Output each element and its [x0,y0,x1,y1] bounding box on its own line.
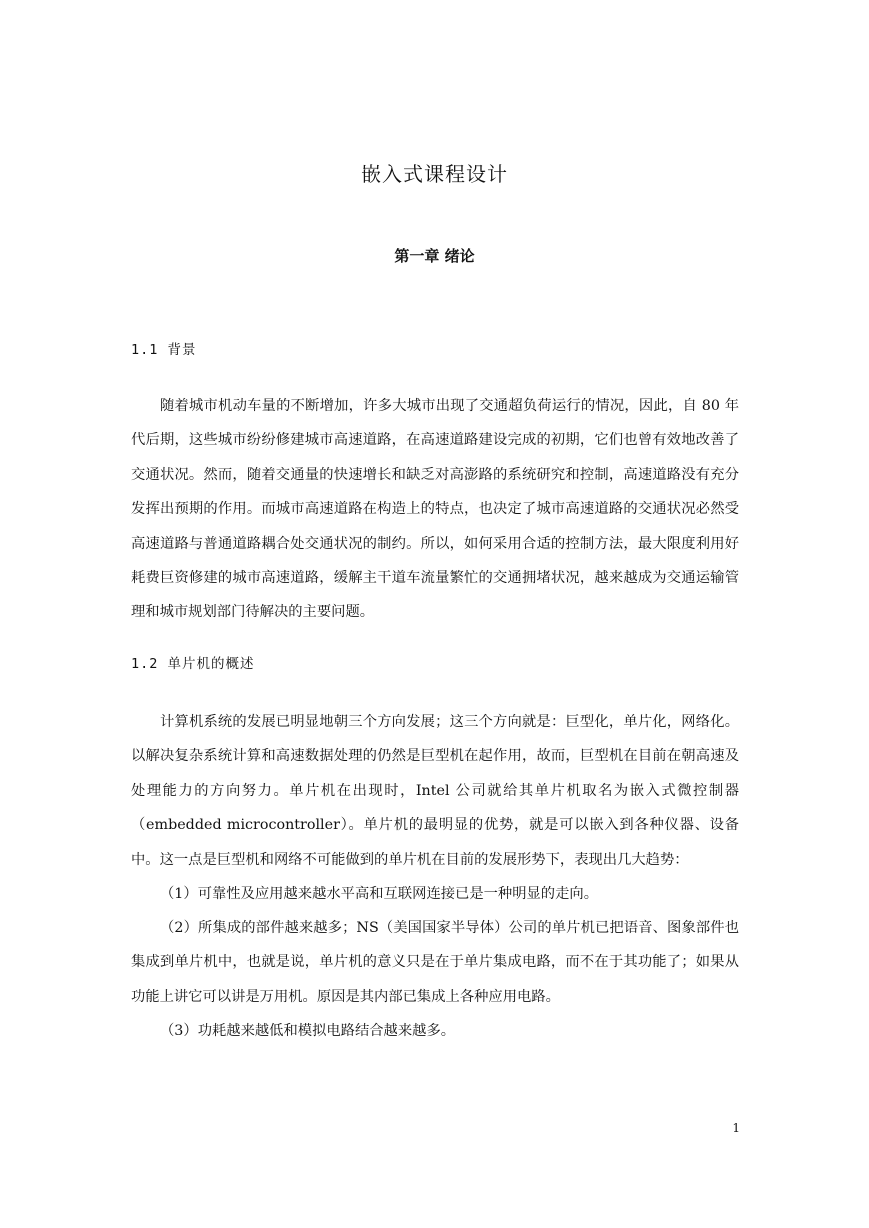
trend-list-item: （3）功耗越来越低和模拟电路结合越来越多。 [160,1023,456,1039]
trend-list-item: （1）可靠性及应用越来越水平高和互联网连接已是一种明显的走向。 [160,886,598,902]
section-heading-mcu-overview: 1.2 单片机的概述 [131,656,255,672]
section-heading-background: 1.1 背景 [131,342,197,358]
mcu-overview-paragraph: 计算机系统的发展已明显地朝三个方向发展；这三个方向就是：巨型化，单片化，网络化。以解决复杂系统计算和高速数据处理的仍然是巨型机在起作用，故而，巨型机在目前在朝高速及处理能力的方向努力。单片机在出现时，Intel 公司就给其单片机取名为嵌入式微控制器（embedded microcontroller）。单片机的最明显的优势，就是可以嵌入到各种仪器、设备中。这一点是巨型机和网络不可能做到的单片机在目前的发展形势下，表现出几大趋势： [131,714,739,868]
trend-list-item: （2）所集成的部件越来越多；NS（美国国家半导体）公司的单片机已把语音、图象部件也集成到单片机中，也就是说，单片机的意义只是在于单片集成电路，而不在于其功能了；如果从功能上讲它可以讲是万用机。原因是其内部已集成上各种应用电路。 [131,920,739,1005]
chapter-title: 第一章 绪论 [394,247,475,265]
background-paragraph: 随着城市机动车量的不断增加，许多大城市出现了交通超负荷运行的情况，因此，自 80 年代后期，这些城市纷纷修建城市高速道路，在高速道路建设完成的初期，它们也曾有效地改善了交通状况。然而，随着交通量的快速增长和缺乏对高澎路的系统研究和控制，高速道路没有充分发挥出预期的作用。而城市高速道路在构造上的特点，也决定了城市高速道路的交通状况必然受高速道路与普通道路耦合处交通状况的制约。所以，如何采用合适的控制方法，最大限度利用好耗费巨资修建的城市高速道路，缓解主干道车流量繁忙的交通拥堵状况，越来越成为交通运输管理和城市规划部门待解决的主要问题。 [131,398,739,621]
page-number: 1 [732,1121,740,1135]
document-title: 嵌入式课程设计 [361,162,508,186]
